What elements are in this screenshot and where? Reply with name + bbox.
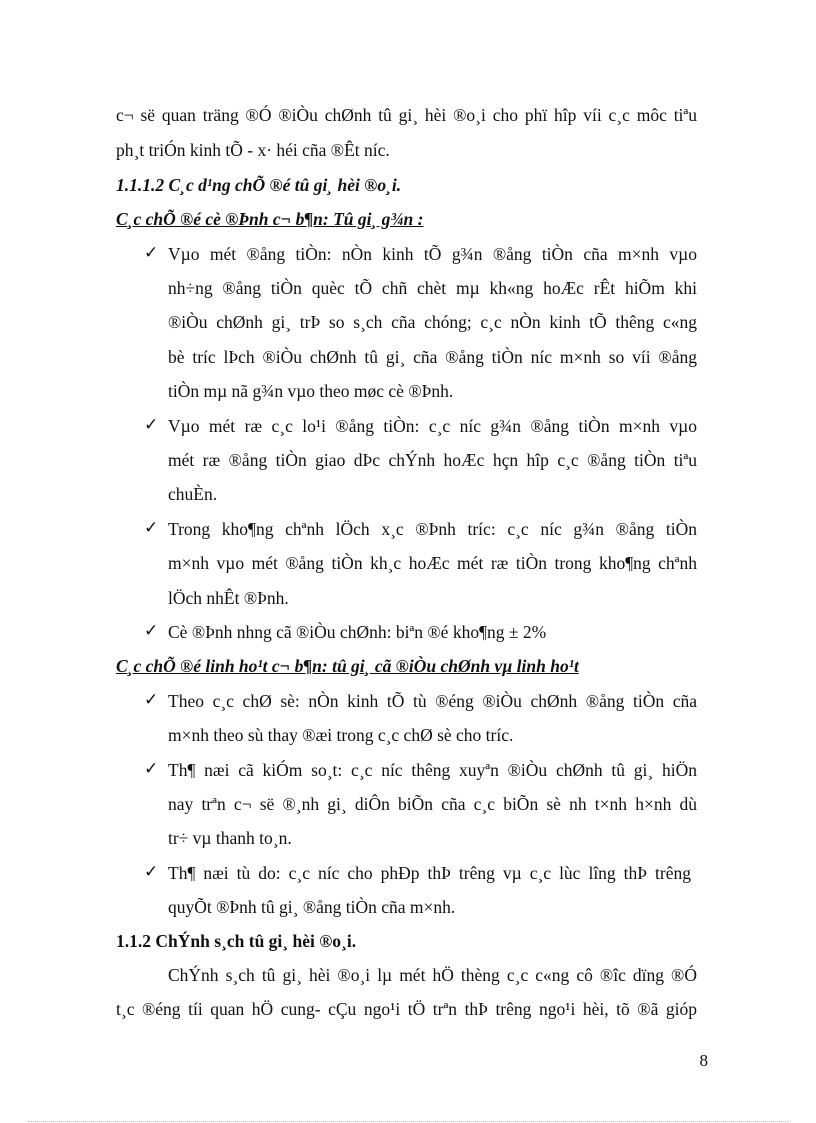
checkmark-icon: ✓ bbox=[144, 690, 159, 710]
list-item-line: mét ræ ®ång tiÒn giao dÞc chÝnh hoÆc hçn hîp c¸c ®ång tiÒn tiªu bbox=[168, 450, 697, 470]
list-item-line: ®iÒu chØnh gi¸ trÞ so s¸ch cña chóng; c¸c nÒn kinh tÕ thêng c«ng bbox=[168, 312, 697, 332]
subheading-flexible-regimes: C¸c chÕ ®é linh ho¹t c¬ b¶n: tû gi¸ cã ®iÒu chØnh vµ linh ho¹t bbox=[116, 656, 579, 676]
list-item-line: tr÷ vµ thanh to¸n. bbox=[168, 828, 292, 848]
subheading-fixed-regimes: C¸c chÕ ®é cè ®Þnh c¬ b¶n: Tû gi¸ g¾n : bbox=[116, 209, 424, 229]
checkmark-icon: ✓ bbox=[144, 243, 159, 263]
paragraph-line: t¸c ®éng tíi quan hÖ cung- cÇu ngo¹i tÖ trªn thÞ trêng ngo¹i hèi, tõ ®ã gióp bbox=[116, 999, 697, 1019]
list-item-line: chuÈn. bbox=[168, 484, 218, 504]
section-heading: 1.1.1.2 C¸c d¹ng chÕ ®é tû gi¸ hèi ®o¸i. bbox=[116, 175, 402, 195]
list-item-line: Th¶ næi cã kiÓm so¸t: c¸c níc thêng xuyªn ®iÒu chØnh tû gi¸ hiÖn bbox=[168, 760, 697, 780]
list-item-line: tiÒn mµ nã g¾n vµo theo møc cè ®Þnh. bbox=[168, 381, 454, 401]
list-item-line: Cè ®Þnh nhng cã ®iÒu chØnh: biªn ®é kho¶ng ± 2% bbox=[168, 622, 547, 642]
list-item-line: m×nh vµo mét ®ång tiÒn kh¸c hoÆc mét ræ tiÒn trong kho¶ng chªnh bbox=[168, 553, 697, 573]
list-item-line: nay trªn c¬ së ®¸nh gi¸ diÔn biÕn cña c¸c biÕn sè nh t×nh h×nh dù bbox=[168, 794, 697, 814]
page-number: 8 bbox=[699, 1051, 708, 1070]
paragraph-line: ChÝnh s¸ch tû gi¸ hèi ®o¸i lµ mét hÖ thèng c¸c c«ng cô ®îc dïng ®Ó bbox=[168, 965, 697, 985]
list-item-line: Th¶ næi tù do: c¸c níc cho phÐp thÞ trêng vµ c¸c lùc lîng thÞ trêng bbox=[168, 863, 691, 883]
list-item-line: lÖch nhÊt ®Þnh. bbox=[168, 588, 289, 608]
list-item-line: Vµo mét ræ c¸c lo¹i ®ång tiÒn: c¸c níc g¾n ®ång tiÒn m×nh vµo bbox=[168, 416, 697, 436]
list-item-line: bè tríc lÞch ®iÒu chØnh tû gi¸ cña ®ång tiÒn níc m×nh so víi ®ång bbox=[168, 347, 697, 367]
checkmark-icon: ✓ bbox=[144, 862, 159, 882]
footer-divider bbox=[28, 1121, 788, 1122]
checkmark-icon: ✓ bbox=[144, 621, 159, 641]
list-item-line: Theo c¸c chØ sè: nÒn kinh tÕ tù ®éng ®iÒu chØnh ®ång tiÒn cña bbox=[168, 691, 697, 711]
list-item-line: nh÷ng ®ång tiÒn quèc tÕ chñ chèt mµ kh«ng hoÆc rÊt hiÕm khi bbox=[168, 278, 697, 298]
checkmark-icon: ✓ bbox=[144, 759, 159, 779]
intro-line: ph¸t triÓn kinh tÕ - x· héi cña ®Êt níc. bbox=[116, 140, 390, 160]
checkmark-icon: ✓ bbox=[144, 518, 159, 538]
section-heading: 1.1.2 ChÝnh s¸ch tû gi¸ hèi ®o¸i. bbox=[116, 931, 357, 951]
intro-line: c¬ së quan träng ®Ó ®iÒu chØnh tû gi¸ hèi ®o¸i cho phï hîp víi c¸c môc tiªu bbox=[116, 105, 697, 125]
checkmark-icon: ✓ bbox=[144, 415, 159, 435]
list-item-line: Trong kho¶ng chªnh lÖch x¸c ®Þnh tríc: c¸c níc g¾n ®ång tiÒn bbox=[168, 519, 697, 539]
list-item-line: Vµo mét ®ång tiÒn: nÒn kinh tÕ g¾n ®ång tiÒn cña m×nh vµo bbox=[168, 244, 697, 264]
list-item-line: m×nh theo sù thay ®æi trong c¸c chØ sè cho tríc. bbox=[168, 725, 514, 745]
list-item-line: quyÕt ®Þnh tû gi¸ ®ång tiÒn cña m×nh. bbox=[168, 897, 456, 917]
